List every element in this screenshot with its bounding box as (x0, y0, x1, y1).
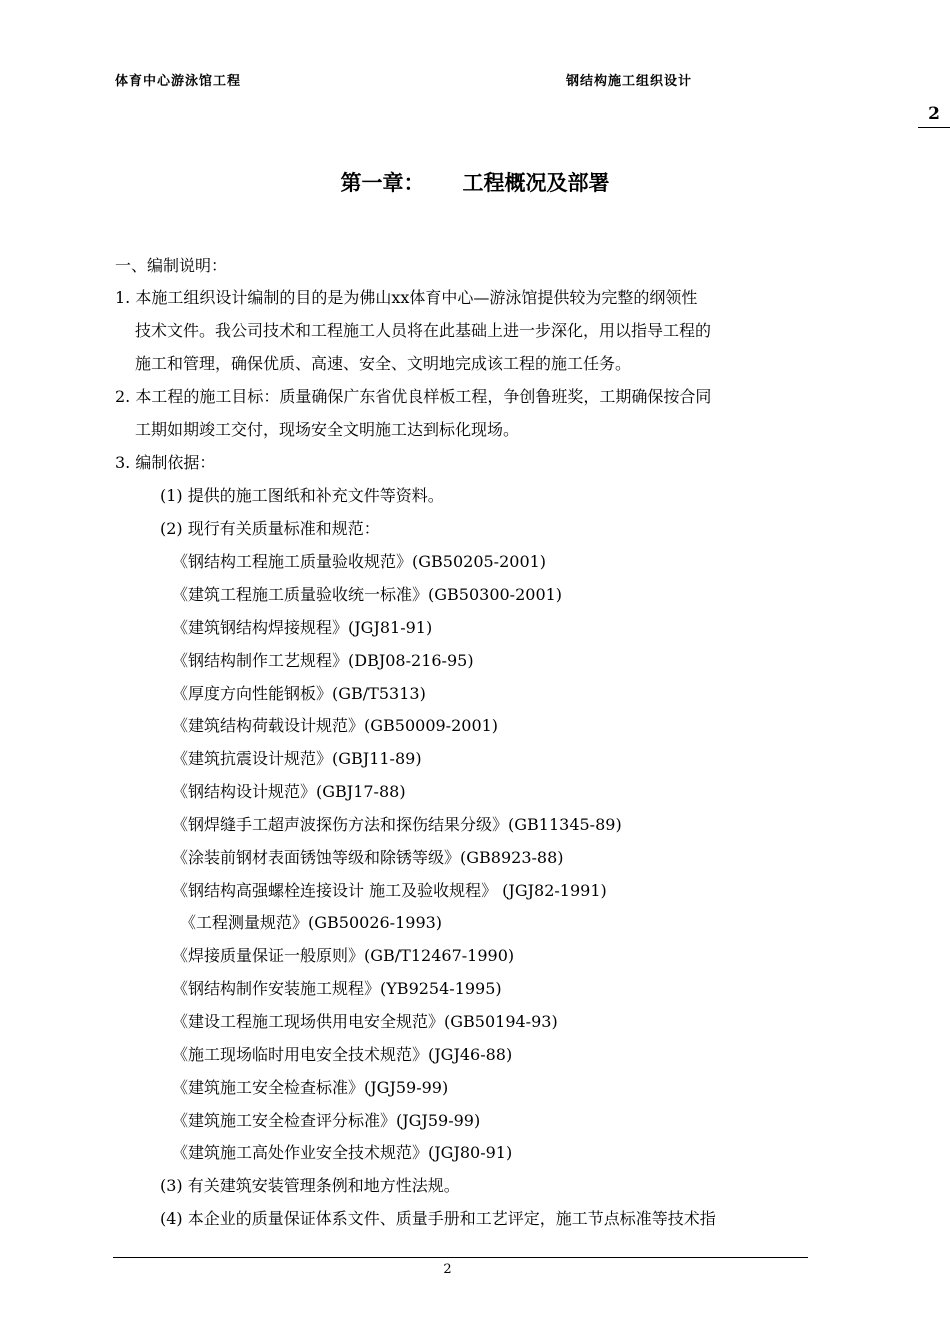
list-item: (3) 有关建筑安装管理条例和地方性法规。 (160, 1176, 460, 1195)
standard-item: 《钢结构制作工艺规程》(DBJ08-216-95) (172, 651, 474, 670)
paragraph-line: 工期如期竣工交付，现场安全文明施工达到标化现场。 (135, 420, 520, 439)
standard-item: 《焊接质量保证一般原则》(GB/T12467-1990) (172, 946, 515, 965)
standard-item: 《建筑结构荷载设计规范》(GB50009-2001) (172, 716, 499, 735)
standard-item: 《钢焊缝手工超声波探伤方法和探伤结果分级》(GB11345-89) (172, 815, 622, 834)
section-heading: 一、编制说明： (115, 256, 228, 275)
paragraph-line: 技术文件。我公司技术和工程施工人员将在此基础上进一步深化，用以指导工程的 (135, 321, 712, 340)
corner-page-number: 2 (928, 104, 940, 124)
standard-item: 《涂装前钢材表面锈蚀等级和除锈等级》(GB8923-88) (172, 848, 564, 867)
paragraph-line: 2. 本工程的施工目标：质量确保广东省优良样板工程，争创鲁班奖，工期确保按合同 (115, 387, 712, 406)
standard-item: 《建筑工程施工质量验收统一标准》(GB50300-2001) (172, 585, 563, 604)
footer-rule (113, 1257, 808, 1258)
chapter-number: 第一章： (340, 171, 425, 195)
standard-item: 《施工现场临时用电安全技术规范》(JGJ46-88) (172, 1045, 513, 1064)
header-right-title: 钢结构施工组织设计 (566, 74, 693, 89)
standard-item: 《钢结构制作安装施工规程》(YB9254-1995) (172, 979, 502, 998)
standard-item: 《建筑施工高处作业安全技术规范》(JGJ80-91) (172, 1143, 513, 1162)
standard-item: 《钢结构设计规范》(GBJ17-88) (172, 782, 406, 801)
standard-item: 《建筑施工安全检查评分标准》(JGJ59-99) (172, 1111, 481, 1130)
list-item: (4) 本企业的质量保证体系文件、质量手册和工艺评定，施工节点标准等技术指 (160, 1209, 716, 1228)
standard-item: 《建筑抗震设计规范》(GBJ11-89) (172, 749, 422, 768)
standard-item: 《钢结构高强螺栓连接设计 施工及验收规程》 (JGJ82-1991) (172, 881, 607, 900)
standard-item: 《建筑施工安全检查标准》(JGJ59-99) (172, 1078, 449, 1097)
standard-item: 《钢结构工程施工质量验收规范》(GB50205-2001) (172, 552, 547, 571)
standard-item: 《厚度方向性能钢板》(GB/T5313) (172, 684, 426, 703)
header-left-title: 体育中心游泳馆工程 (115, 74, 242, 89)
standard-item: 《工程测量规范》(GB50026-1993) (180, 913, 443, 932)
paragraph-line: 1. 本施工组织设计编制的目的是为佛山xx体育中心—游泳馆提供较为完整的纲领性 (115, 288, 698, 307)
paragraph-line: 施工和管理，确保优质、高速、安全、文明地完成该工程的施工任务。 (135, 354, 632, 373)
corner-underline (918, 127, 950, 128)
chapter-heading: 工程概况及部署 (462, 171, 610, 195)
standard-item: 《建筑钢结构焊接规程》(JGJ81-91) (172, 618, 433, 637)
footer-page-number: 2 (443, 1262, 452, 1277)
standard-item: 《建设工程施工现场供用电安全规范》(GB50194-93) (172, 1012, 558, 1031)
list-item: (1) 提供的施工图纸和补充文件等资料。 (160, 486, 444, 505)
paragraph-line: 3. 编制依据： (115, 453, 216, 472)
chapter-title (0, 167, 950, 197)
list-item: (2) 现行有关质量标准和规范： (160, 519, 380, 538)
